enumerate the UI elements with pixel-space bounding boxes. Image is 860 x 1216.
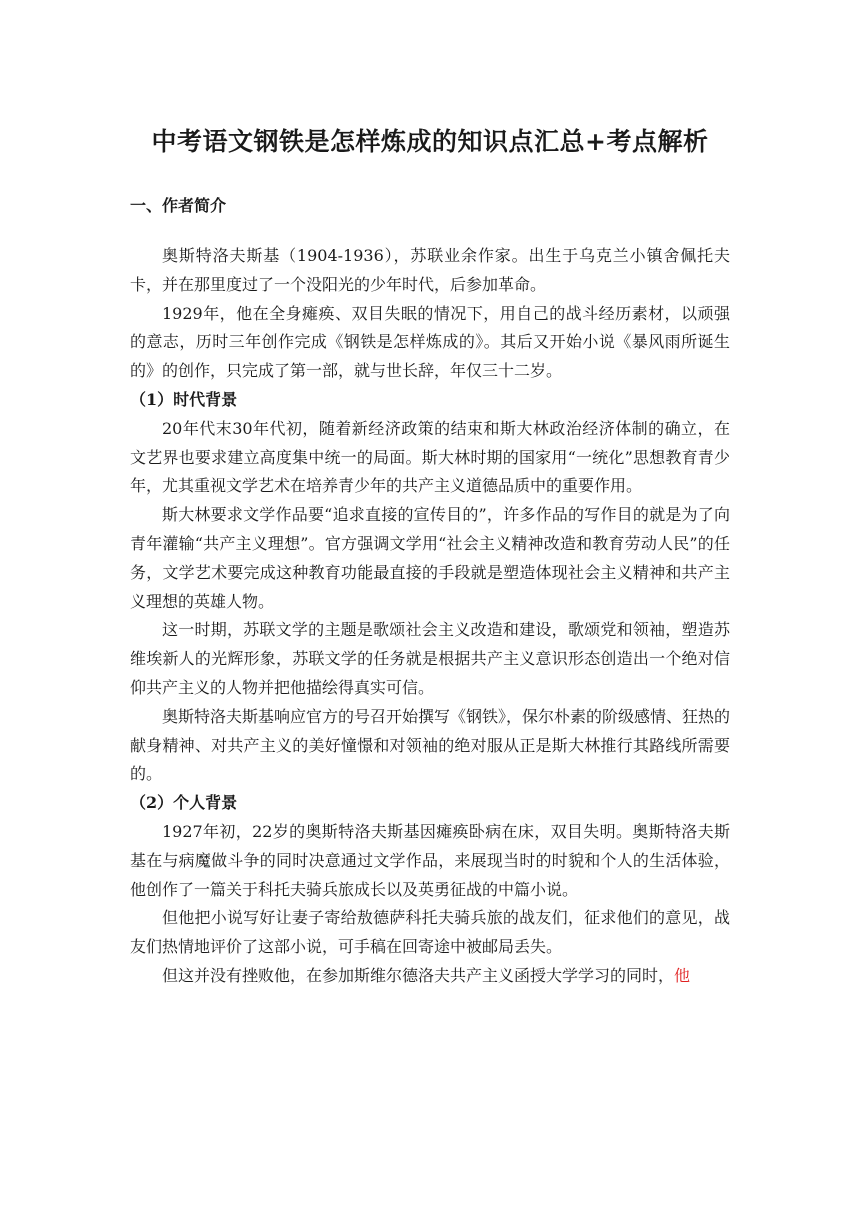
paragraph-author-bio: 奥斯特洛夫斯基（1904-1936），苏联业余作家。出生于乌克兰小镇舍佩托夫卡，并在那里度过了一个没阳光的少年时代，后参加革命。 <box>130 246 730 294</box>
paragraph-era-2: 斯大林要求文学作品要“追求直接的宣传目的”，许多作品的写作目的就是为了向青年灌输“共产主义理想”。官方强调文学用“社会主义精神改造和教育劳动人民”的任务，文学艺术要完成这种教育功能最直接的手段就是塑造体现社会主义精神和共产主义理想的英雄人物。 <box>130 505 730 611</box>
paragraph-personal-1: 1927年初，22岁的奥斯特洛夫斯基因瘫痪卧病在床，双目失明。奥斯特洛夫斯基在与病魔做斗争的同时决意通过文学作品，来展现当时的时貌和个人的生活体验，他创作了一篇关于科托夫骑兵旅成长以及英勇征战的中篇小说。 <box>130 821 730 899</box>
paragraph-personal-3-text: 但这并没有挫败他，在参加斯维尔德洛夫共产主义函授大学学习的同时， <box>162 965 675 985</box>
paragraph-era-3: 这一时期，苏联文学的主题是歌颂社会主义改造和建设，歌颂党和领袖，塑造苏维埃新人的光辉形象，苏联文学的任务就是根据共产主义意识形态创造出一个绝对信仰共产主义的人物并把他描绘得真实可信。 <box>130 620 730 697</box>
subheading-era-background: （1）时代背景 <box>130 389 238 409</box>
highlighted-text: 他 <box>674 965 691 985</box>
subheading-personal-background: （2）个人背景 <box>130 793 238 813</box>
paragraph-personal-3 <box>130 962 730 991</box>
document-title: 中考语文钢铁是怎样炼成的知识点汇总+考点解析 <box>151 127 709 156</box>
paragraph-era-1: 20年代末30年代初，随着新经济政策的结束和斯大林政治经济体制的确立，在文艺界也要求建立高度集中统一的局面。斯大林时期的国家用“一统化”思想教育青少年，尤其重视文学艺术在培养青少年的共产主义道德品质中的重要作用。 <box>130 418 730 496</box>
section-heading-author-intro: 一、作者简介 <box>130 196 227 215</box>
paragraph-author-works: 1929年，他在全身瘫痪、双目失眠的情况下，用自己的战斗经历素材，以顽强的意志，历时三年创作完成《钢铁是怎样炼成的》。其后又开始小说《暴风雨所诞生的》的创作，只完成了第一部，就与世长辞，年仅三十二岁。 <box>130 303 730 381</box>
document-body <box>130 242 730 991</box>
paragraph-era-4: 奥斯特洛夫斯基响应官方的号召开始撰写《钢铁》，保尔朴素的阶级感情、狂热的献身精神、对共产主义的美好憧憬和对领袖的绝对服从正是斯大林推行其路线所需要的。 <box>130 706 731 784</box>
paragraph-personal-2: 但他把小说写好让妻子寄给敖德萨科托夫骑兵旅的战友们，征求他们的意见，战友们热情地评价了这部小说，可手稿在回寄途中被邮局丢失。 <box>130 908 730 957</box>
